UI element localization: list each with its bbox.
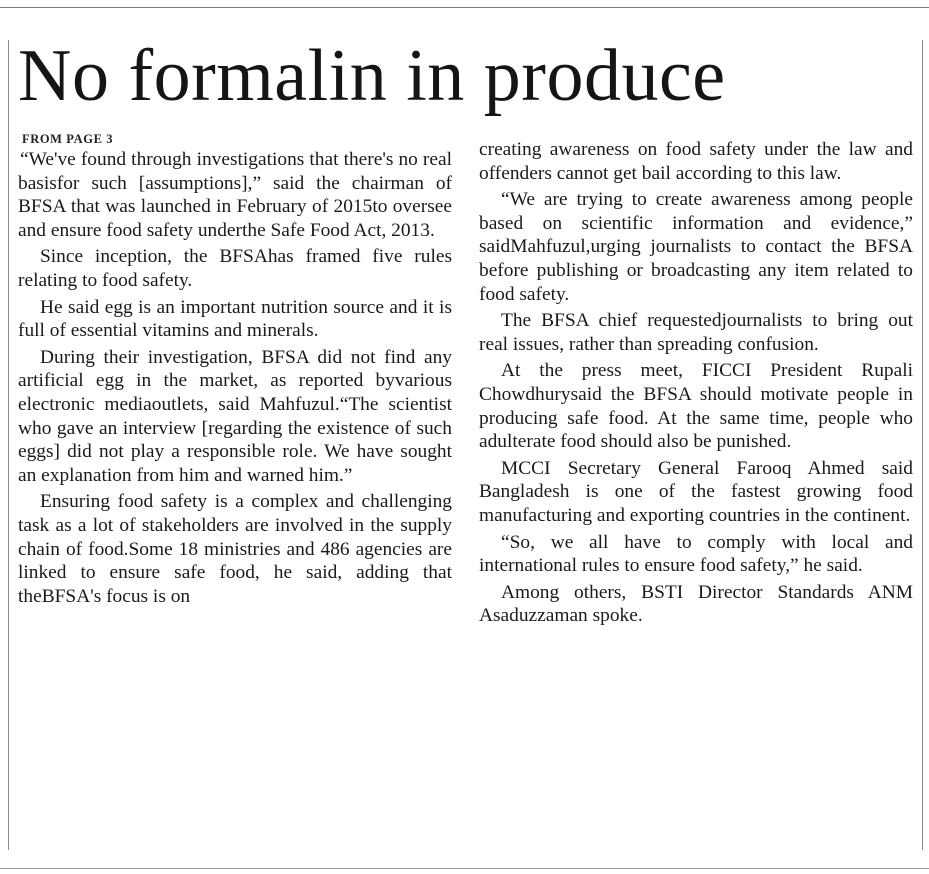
bottom-rule xyxy=(0,868,929,869)
headline: No formalin in produce xyxy=(18,35,726,117)
paragraph: During their investigation, BFSA did not find any artificial egg in the market, as reported byvarious electronic mediaoutlets, said Mahfuzul.“The scientist who gave an interview [regarding the existence of such eggs] did not play a responsible role. We have sought an explanation from him and warned him.” xyxy=(18,346,452,486)
left-border-rule xyxy=(8,40,9,850)
paragraph: At the press meet, FICCI President Rupali Chowdhurysaid the BFSA should motivate people in producing safe food. At the same time, people who adulterate food should also be punished. xyxy=(479,360,913,453)
paragraph: “So, we all have to comply with local and international rules to ensure food safety,” he said. xyxy=(479,531,913,577)
paragraph: Since inception, the BFSAhas framed five rules relating to food safety. xyxy=(18,246,452,291)
paragraph: He said egg is an important nutrition source and it is full of essential vitamins and minerals. xyxy=(18,296,452,342)
paragraph-continued: creating awareness on food safety under the law and offenders cannot get bail according to this law. xyxy=(479,139,913,184)
paragraph: Ensuring food safety is a complex and challenging task as a lot of stakeholders are involved in the supply chain of food.Some 18 ministries and 486 agencies are linked to ensure safe food, he said, adding that theBFSA's focus is on xyxy=(18,491,452,607)
article-column-right xyxy=(479,138,913,868)
paragraph: “We are trying to create awareness among people based on scientific information and evidence,” saidMahfuzul,urging journalists to contact the BFSA before publishing or broadcasting any item related to food safety. xyxy=(479,189,913,305)
kicker-from-page: FROM PAGE 3 xyxy=(22,132,114,146)
paragraph: “We've found through investigations that there's no real basisfor such [assumptions],” said the chairman of BFSA that was launched in February of 2015to oversee and ensure food safety underthe Safe Food Act, 2013. xyxy=(18,149,452,241)
paragraph: MCCI Secretary General Farooq Ahmed said Bangladesh is one of the fastest growing food manufacturing and exporting countries in the continent. xyxy=(479,457,913,526)
paragraph: The BFSA chief requestedjournalists to bring out real issues, rather than spreading confusion. xyxy=(479,310,913,355)
paragraph: Among others, BSTI Director Standards ANM Asaduzzaman spoke. xyxy=(479,581,913,627)
right-border-rule xyxy=(922,40,923,850)
top-rule xyxy=(0,7,929,8)
article-column-left xyxy=(18,130,452,860)
